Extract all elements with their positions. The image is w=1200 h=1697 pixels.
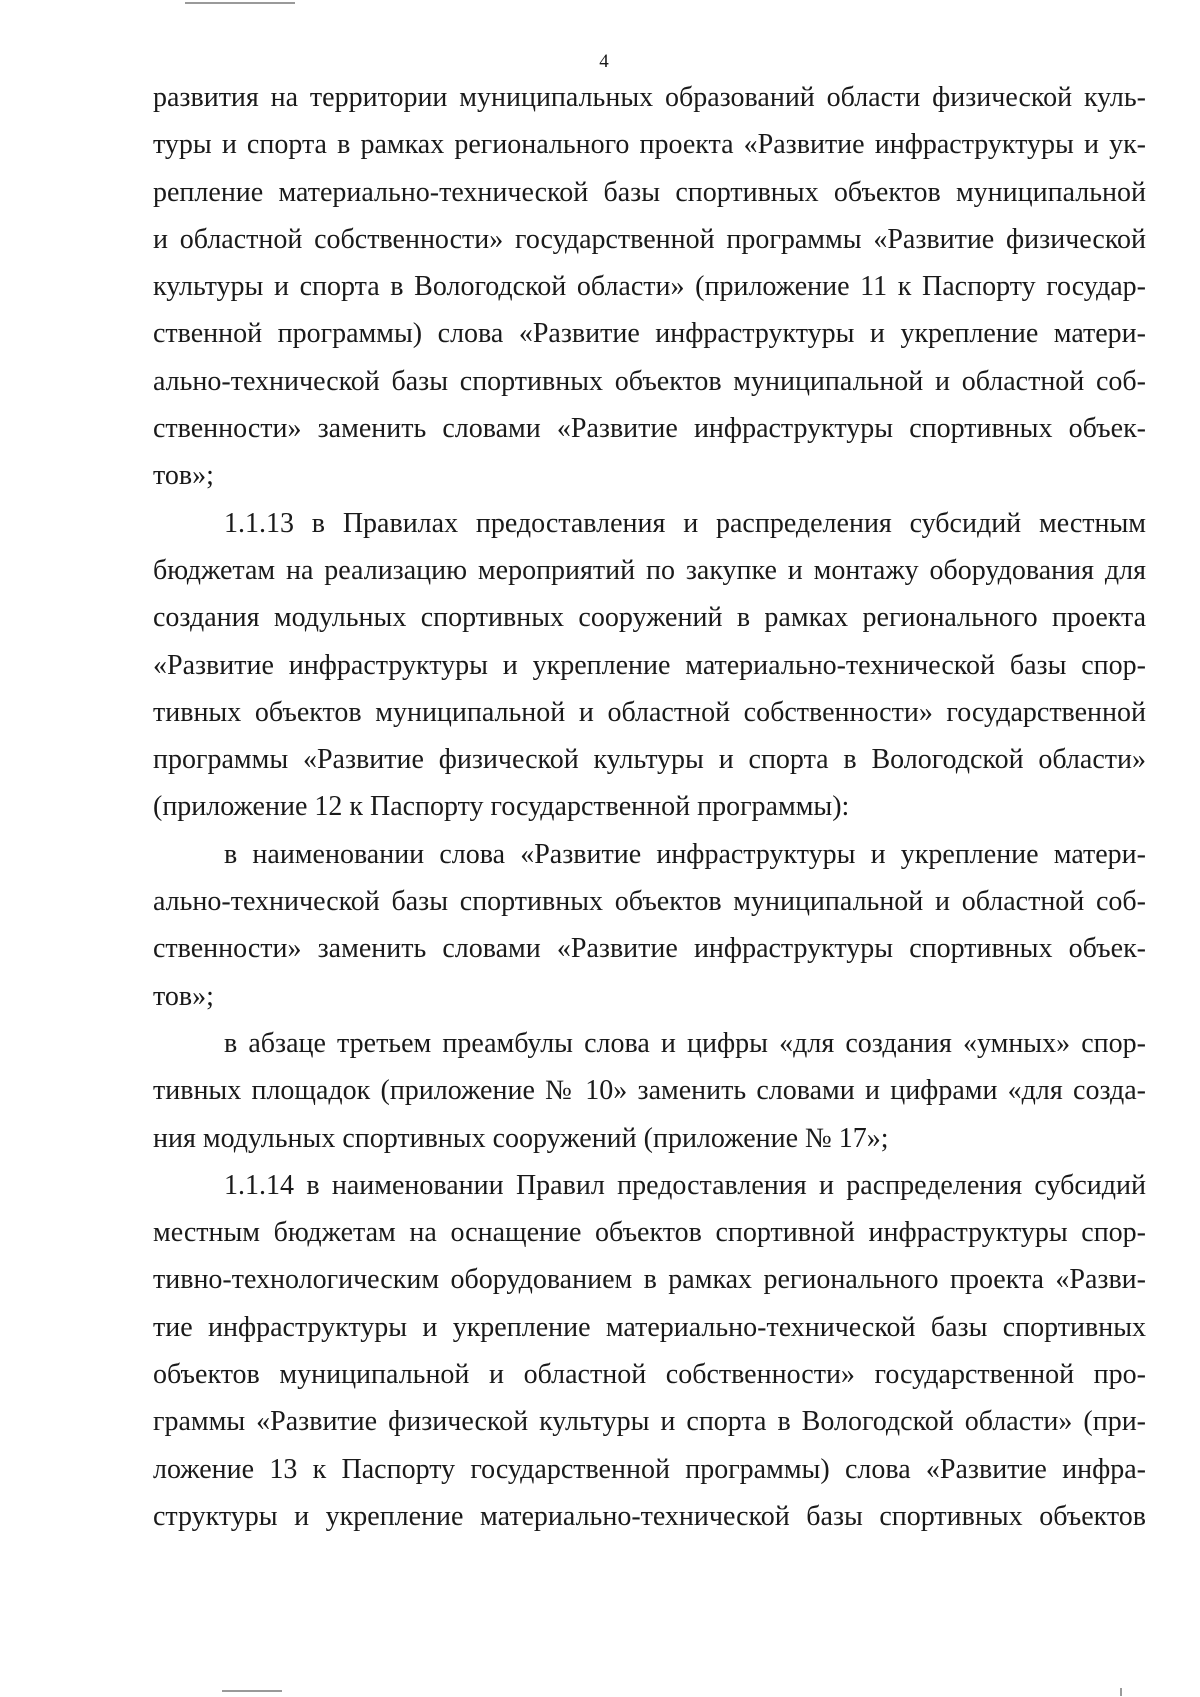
- text-line: создания модульных спортивных сооружений в рамках регионального проекта: [153, 602, 1146, 634]
- text-line: программы «Развитие физической культуры и спорта в Вологодской области»: [153, 744, 1146, 776]
- text-line: тов»;: [153, 460, 214, 492]
- text-line: ально-технической базы спортивных объектов муниципальной и областной соб-: [153, 365, 1146, 397]
- text-line: (приложение 12 к Паспорту государственной программы):: [153, 791, 850, 823]
- text-line: ственной программы) слова «Развитие инфраструктуры и укрепление матери-: [153, 318, 1146, 350]
- paragraph-start-line: в абзаце третьем преамбулы слова и цифры «для создания «умных» спор-: [224, 1027, 1146, 1059]
- text-line: объектов муниципальной и областной собственности» государственной про-: [153, 1359, 1146, 1391]
- text-line: и областной собственности» государственной программы «Развитие физической: [153, 223, 1146, 255]
- paragraph-start-line: 1.1.14 в наименовании Правил предоставления и распределения субсидий: [224, 1169, 1146, 1201]
- paragraph-start-line: 1.1.13 в Правилах предоставления и распределения субсидий местным: [224, 507, 1146, 539]
- paragraph-start-line: в наименовании слова «Развитие инфраструктуры и укрепление матери-: [224, 838, 1146, 870]
- document-body: [153, 74, 1146, 1540]
- text-line: ственности» заменить словами «Развитие инфраструктуры спортивных объек-: [153, 933, 1146, 965]
- text-line: ния модульных спортивных сооружений (приложение № 17»;: [153, 1122, 889, 1154]
- text-line: культуры и спорта в Вологодской области» (приложение 11 к Паспорту государ-: [153, 271, 1146, 303]
- text-line: «Развитие инфраструктуры и укрепление материально-технической базы спор-: [153, 649, 1146, 681]
- scan-artifact-bottom-right: [1120, 1688, 1122, 1696]
- text-line: структуры и укрепление материально-технической базы спортивных объектов: [153, 1500, 1146, 1532]
- text-line: тивных объектов муниципальной и областной собственности» государственной: [153, 696, 1146, 728]
- page-number: 4: [599, 51, 609, 72]
- scan-artifact-top: [185, 2, 295, 4]
- text-line: тивно-технологическим оборудованием в рамках регионального проекта «Разви-: [153, 1264, 1146, 1296]
- text-line: тов»;: [153, 980, 214, 1012]
- text-line: ложение 13 к Паспорту государственной программы) слова «Развитие инфра-: [153, 1453, 1146, 1485]
- scan-artifact-bottom: [222, 1690, 282, 1692]
- text-line: бюджетам на реализацию мероприятий по закупке и монтажу оборудования для: [153, 554, 1146, 586]
- text-line: граммы «Развитие физической культуры и спорта в Вологодской области» (при-: [153, 1406, 1146, 1438]
- text-line: развития на территории муниципальных образований области физической куль-: [153, 82, 1146, 113]
- text-line: репление материально-технической базы спортивных объектов муниципальной: [153, 176, 1146, 208]
- text-line: тивных площадок (приложение № 10» заменить словами и цифрами «для созда-: [153, 1075, 1146, 1107]
- text-line: местным бюджетам на оснащение объектов спортивной инфраструктуры спор-: [153, 1217, 1146, 1249]
- text-line: ственности» заменить словами «Развитие инфраструктуры спортивных объек-: [153, 413, 1146, 445]
- text-line: ально-технической базы спортивных объектов муниципальной и областной соб-: [153, 886, 1146, 918]
- text-line: тие инфраструктуры и укрепление материально-технической базы спортивных: [153, 1311, 1146, 1343]
- text-line: туры и спорта в рамках регионального проекта «Развитие инфраструктуры и ук-: [153, 129, 1146, 161]
